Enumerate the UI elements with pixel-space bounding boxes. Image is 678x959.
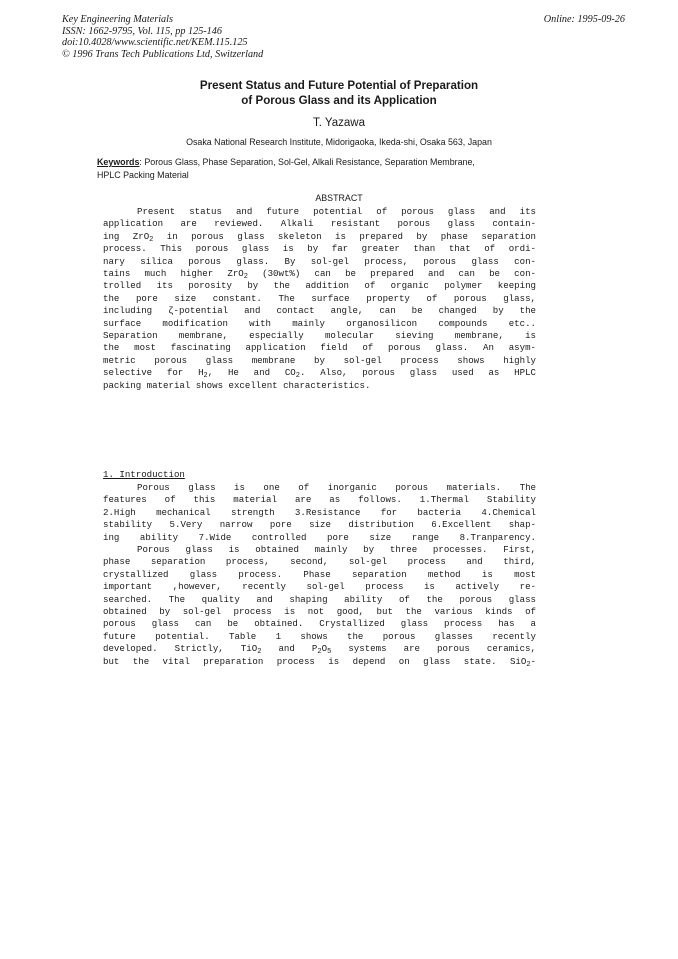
intro-line: ing ability 7.Wide controlled pore size range 8.Tranparency. <box>103 531 536 543</box>
intro-line: porous glass can be obtained. Crystallized glass process has a <box>103 618 536 630</box>
paper-title <box>0 78 678 108</box>
title-line-1: Present Status and Future Potential of Preparation <box>199 79 479 92</box>
keywords-block <box>97 156 475 181</box>
abstract-line: ing ZrO$_2$ in porous glass skeleton is prepared by phase separation <box>103 230 536 244</box>
introduction-body <box>103 482 536 668</box>
intro-line: but the vital preparation process is depend on glass state. SiO$_2$- <box>103 655 536 669</box>
abstract-line: nary silica porous glass. By sol-gel process, porous glass con- <box>103 255 536 267</box>
title-line-2: of Porous Glass and its Application <box>241 94 437 107</box>
section-heading-introduction: 1. Introduction <box>103 469 185 480</box>
abstract-line: including ζ-potential and contact angle, can be changed by the <box>103 305 536 317</box>
abstract-line: selective for $H_2$, He and $CO_2$. Also, porous glass used as HPLC <box>103 367 536 381</box>
intro-line: obtained by sol-gel process is not good, but the various kinds of <box>103 606 536 618</box>
intro-line: Porous glass is obtained mainly by three processes. First, <box>137 544 536 556</box>
abstract-heading: ABSTRACT <box>315 193 363 203</box>
intro-line: crystallized glass process. Phase separation method is most <box>103 568 536 580</box>
keywords-text: : Porous Glass, Phase Separation, Sol-Gel, Alkali Resistance, Separation Membrane, <box>139 157 475 167</box>
issn-line: ISSN: 1662-9795, Vol. 115, pp 125-146 <box>62 25 222 37</box>
intro-line: developed. Strictly, TiO$_2$ and $P_2O_5$ systems are porous ceramics, <box>103 643 536 657</box>
abstract-line: trolled its porosity by the addition of organic polymer keeping <box>103 280 536 292</box>
intro-line: phase separation process, second, sol-gel process and third, <box>103 556 536 568</box>
online-date-text: Online: 1995-09-26 <box>543 14 625 25</box>
abstract-body <box>103 206 536 392</box>
keywords-line-2: HPLC Packing Material <box>97 169 189 180</box>
abstract-line: the pore size constant. The surface property of porous glass, <box>103 292 536 304</box>
abstract-line: Separation membrane, especially molecular sieving membrane, is <box>103 330 536 342</box>
abstract-line: surface modification with mainly organosilicon compounds etc.. <box>103 317 536 329</box>
author-affiliation: Osaka National Research Institute, Midorigaoka, Ikeda-shi, Osaka 563, Japan <box>186 137 492 147</box>
abstract-line: tains much higher ZrO$_2$ (30wt%) can be prepared and can be con- <box>103 268 536 282</box>
author-name: T. Yazawa <box>313 117 365 129</box>
abstract-line: metric porous glass membrane by sol-gel process shows highly <box>103 354 536 366</box>
abstract-line: Present status and future potential of porous glass and its <box>137 206 536 217</box>
intro-line: searched. The quality and shaping ability of the porous glass <box>103 593 536 605</box>
abstract-line: process. This porous glass is by far greater than that of ordi- <box>103 243 536 255</box>
intro-line: features of this material are as follows. 1.Thermal Stability <box>103 494 536 506</box>
keywords-label: Keywords <box>97 157 140 167</box>
intro-line: stability 5.Very narrow pore size distribution 6.Excellent shap- <box>103 519 536 531</box>
keywords-line-1 <box>97 156 475 169</box>
abstract-line: packing material shows excellent characteristics. <box>103 379 371 391</box>
copyright-line: © 1996 Trans Tech Publications Ltd, Switzerland <box>62 48 264 60</box>
intro-line: future potential. Table 1 shows the porous glasses recently <box>103 630 536 642</box>
journal-header <box>62 14 263 60</box>
online-date <box>544 14 625 26</box>
intro-line: important ,however, recently sol-gel process is actively re- <box>103 581 536 593</box>
abstract-line: application are reviewed. Alkali resistant porous glass contain- <box>103 218 536 230</box>
intro-line: Porous glass is one of inorganic porous materials. The <box>137 482 536 493</box>
abstract-line: the most fascinating application field of porous glass. An asym- <box>103 342 536 354</box>
doi-link[interactable]: doi:10.4028/www.scientific.net/KEM.115.125 <box>62 37 248 49</box>
journal-name: Key Engineering Materials <box>62 14 173 25</box>
intro-line: 2.High mechanical strength 3.Resistance for bacteria 4.Chemical <box>103 506 536 518</box>
